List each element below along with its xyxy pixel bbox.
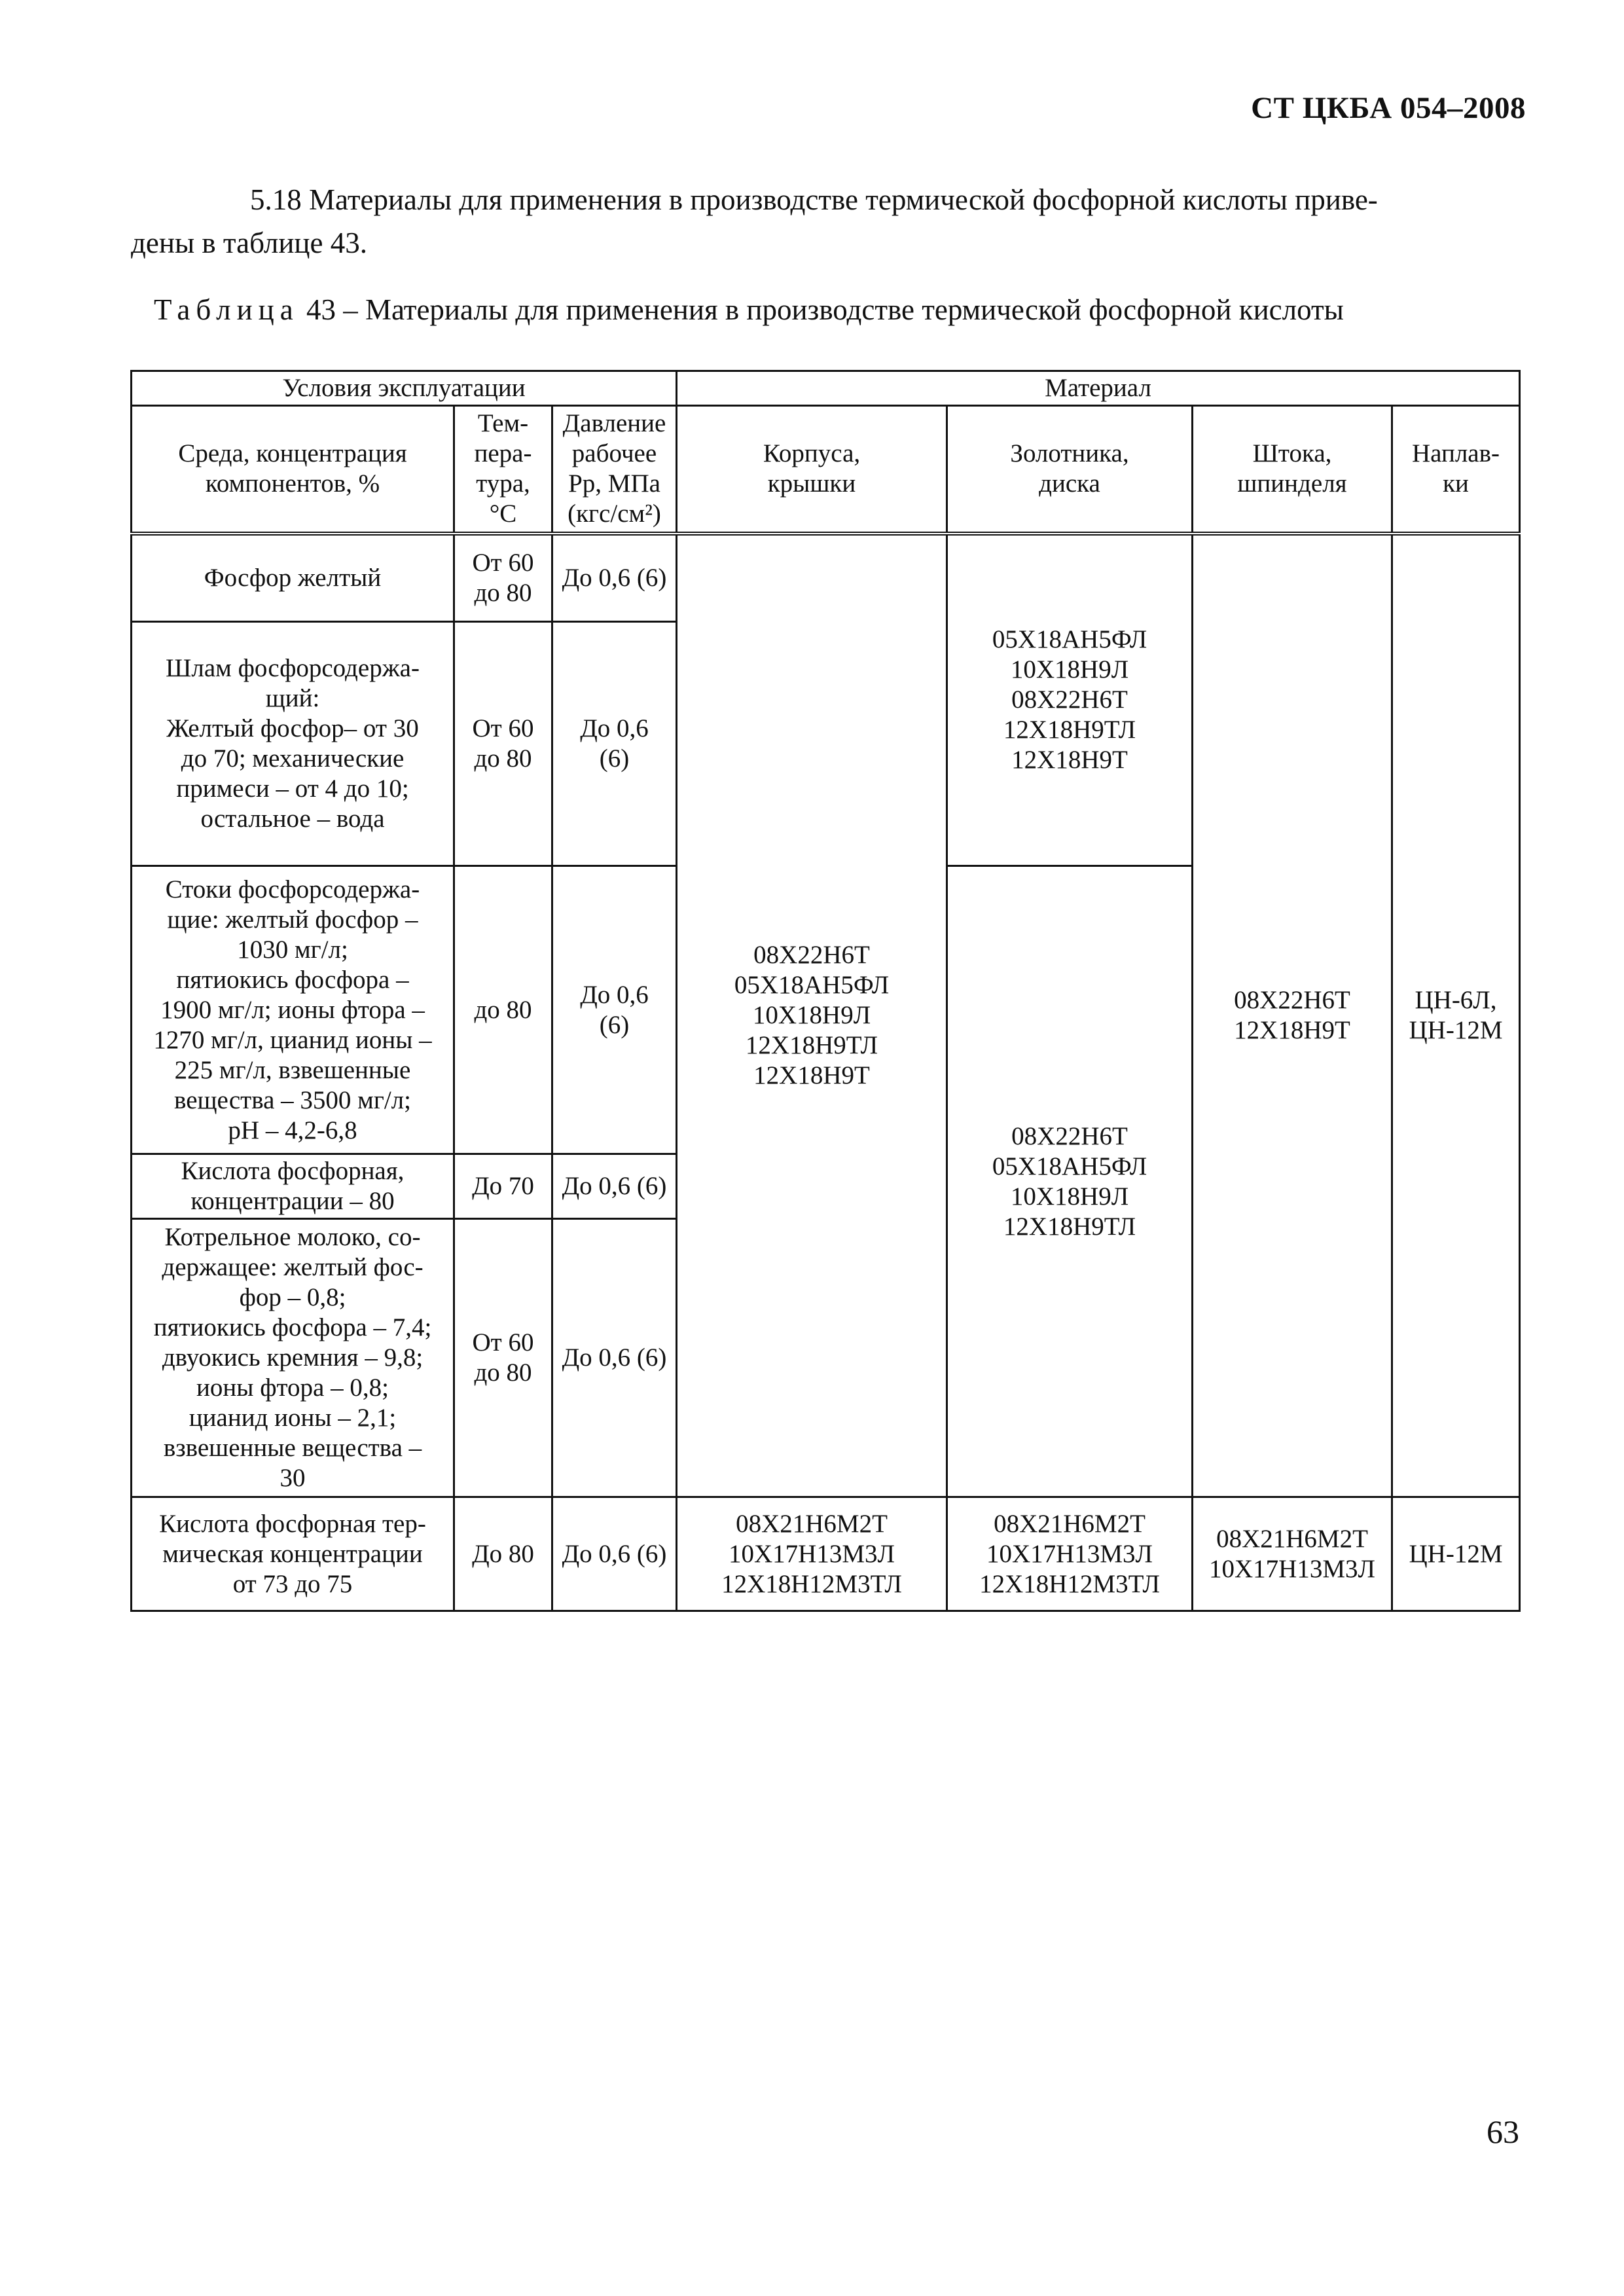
pressure-cell: До 0,6 (6): [552, 1154, 677, 1219]
table-caption-label: Таблица: [154, 293, 299, 326]
group-header-conditions: Условия эксплуатации: [132, 371, 677, 406]
disc-material-cell: 08Х22Н6Т 05Х18АН5ФЛ 10Х18Н9Л 12Х18Н9ТЛ: [947, 866, 1193, 1497]
table-row: [132, 534, 1520, 622]
column-header-row: [132, 406, 1520, 534]
stem-material-cell: 08Х22Н6Т 12Х18Н9Т: [1193, 534, 1392, 1497]
temperature-cell: До 80: [454, 1497, 552, 1611]
table-row: [132, 1497, 1520, 1611]
temperature-cell: до 80: [454, 866, 552, 1154]
medium-cell: Стоки фосфорсодержа- щие: желтый фосфор – 1030 мг/л; пятиокись фосфора – 1900 мг/л; ионы фтора – 1270 мг/л, цианид ионы – 225 мг/л, взвешенные вещества – 3500 мг/л; pH – 4,2-6,8: [132, 866, 454, 1154]
medium-cell: Котрельное молоко, со- держащее: желтый фос- фор – 0,8; пятиокись фосфора – 7,4; двуокись кремния – 9,8; ионы фтора – 0,8; цианид ионы – 2,1; взвешенные вещества – 30: [132, 1219, 454, 1497]
table-caption-text: 43 – Материалы для применения в производстве термической фосфорной кислоты: [298, 293, 1344, 326]
temperature-cell: От 60 до 80: [454, 1219, 552, 1497]
pressure-cell: До 0,6 (6): [552, 534, 677, 622]
group-header-material: Материал: [677, 371, 1520, 406]
col-header-stem: Штока, шпинделя: [1193, 406, 1392, 534]
document-code-header: СТ ЦКБА 054–2008: [1251, 91, 1526, 125]
materials-table: [130, 370, 1521, 1612]
overlay-material-cell: ЦН-6Л, ЦН-12М: [1392, 534, 1520, 1497]
col-header-medium: Среда, концентрация компонентов, %: [132, 406, 454, 534]
pressure-cell: До 0,6 (6): [552, 866, 677, 1154]
temperature-cell: До 70: [454, 1154, 552, 1219]
group-header-row: [132, 371, 1520, 406]
medium-cell: Кислота фосфорная тер- мическая концентрации от 73 до 75: [132, 1497, 454, 1611]
overlay-material-cell: ЦН-12М: [1392, 1497, 1520, 1611]
section-paragraph: [131, 178, 1519, 264]
page-number: 63: [1487, 2113, 1519, 2150]
medium-cell: Кислота фосфорная, концентрации – 80: [132, 1154, 454, 1219]
disc-material-cell: 05Х18АН5ФЛ 10Х18Н9Л 08Х22Н6Т 12Х18Н9ТЛ 12Х18Н9Т: [947, 534, 1193, 866]
body-material-cell: 08Х21Н6М2Т 10Х17Н13М3Л 12Х18Н12М3ТЛ: [677, 1497, 947, 1611]
col-header-pressure: Давление рабочее Pр, МПа (кгс/см²): [552, 406, 677, 534]
paragraph-line-1: 5.18 Материалы для применения в производстве термической фосфорной кислоты приве-: [250, 183, 1378, 216]
temperature-cell: От 60 до 80: [454, 622, 552, 866]
pressure-cell: До 0,6 (6): [552, 1497, 677, 1611]
col-header-disc: Золотника, диска: [947, 406, 1193, 534]
col-header-overlay: Наплав- ки: [1392, 406, 1520, 534]
body-material-cell: 08Х22Н6Т 05Х18АН5ФЛ 10Х18Н9Л 12Х18Н9ТЛ 12Х18Н9Т: [677, 534, 947, 1497]
pressure-cell: До 0,6 (6): [552, 622, 677, 866]
table-caption: [154, 288, 1528, 331]
temperature-cell: От 60 до 80: [454, 534, 552, 622]
col-header-body: Корпуса, крышки: [677, 406, 947, 534]
medium-cell: Фосфор желтый: [132, 534, 454, 622]
disc-material-cell: 08Х21Н6М2Т 10Х17Н13М3Л 12Х18Н12М3ТЛ: [947, 1497, 1193, 1611]
paragraph-line-2: дены в таблице 43.: [131, 227, 367, 259]
stem-material-cell: 08Х21Н6М2Т 10Х17Н13М3Л: [1193, 1497, 1392, 1611]
medium-cell: Шлам фосфорсодержа- щий: Желтый фосфор– от 30 до 70; механические примеси – от 4 до 10; остальное – вода: [132, 622, 454, 866]
pressure-cell: До 0,6 (6): [552, 1219, 677, 1497]
col-header-temperature: Тем- пера- тура, °С: [454, 406, 552, 534]
